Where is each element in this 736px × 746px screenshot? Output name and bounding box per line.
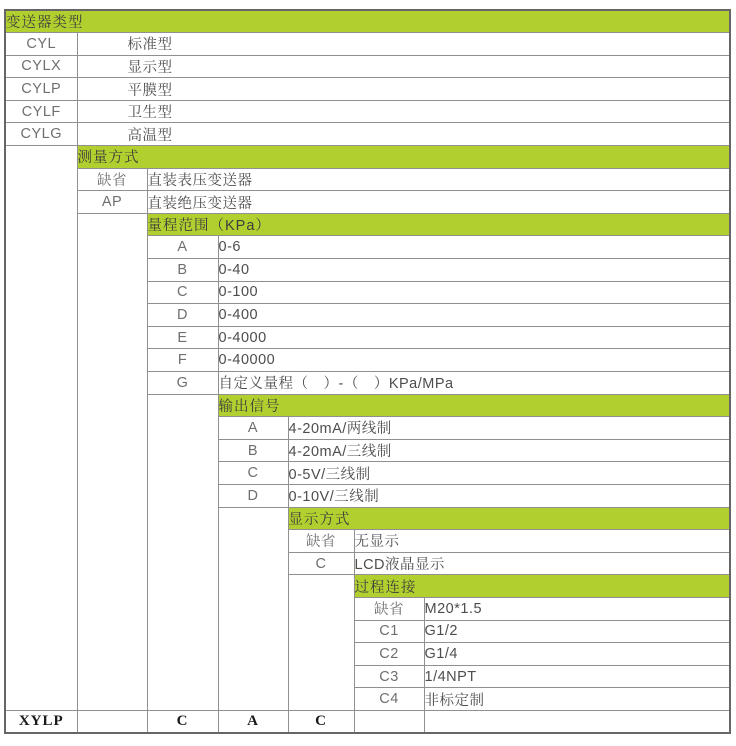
option-code: CYLX [5,55,77,78]
option-label: 直装绝压变送器 [147,191,730,214]
option-label: 自定义量程（ ）-（ ）KPa/MPa [218,372,730,395]
option-label: 显示型 [77,55,730,78]
option-code: C2 [354,643,424,666]
option-code: 缺省 [288,530,354,553]
option-code: C4 [354,688,424,711]
section-header-range: 量程范围（KPa） [147,213,730,236]
section-header-measurement: 测量方式 [77,146,730,169]
option-label: 标准型 [77,33,730,56]
spacer-cell [77,213,147,710]
option-label: 1/4NPT [424,665,730,688]
option-code: B [218,439,288,462]
model-selection-table [4,9,731,734]
option-code: 缺省 [77,168,147,191]
option-label: 0-40000 [218,349,730,372]
selection-row [5,710,730,733]
selection-process-code [354,710,424,733]
option-label: 0-40 [218,259,730,282]
option-label: 高温型 [77,123,730,146]
table-row [5,55,730,78]
option-label: 4-20mA/三线制 [288,439,730,462]
option-label: 0-400 [218,304,730,327]
option-code: CYLG [5,123,77,146]
selection-output-code: A [218,710,288,733]
option-code: D [147,304,218,327]
option-label: 0-10V/三线制 [288,484,730,507]
section-header-output: 输出信号 [218,394,730,417]
option-label: 直装表压变送器 [147,168,730,191]
selection-display-code: C [288,710,354,733]
option-code: C1 [354,620,424,643]
section-header-display: 显示方式 [288,507,730,530]
option-code: E [147,326,218,349]
selection-range-code: C [147,710,218,733]
selection-model-code: XYLP [5,710,77,733]
option-label: 0-6 [218,236,730,259]
ordering-spec-sheet [0,9,736,746]
section-header-process-connection: 过程连接 [354,575,730,598]
option-label: 0-5V/三线制 [288,462,730,485]
selection-measurement-code [77,710,147,733]
table-row [5,33,730,56]
option-code: D [218,484,288,507]
option-label: 0-4000 [218,326,730,349]
table-row [5,123,730,146]
selection-remainder-cell [424,710,730,733]
option-code: A [218,417,288,440]
option-label: G1/2 [424,620,730,643]
option-code: CYLP [5,78,77,101]
option-code: CYL [5,33,77,56]
spacer-cell [218,507,288,710]
option-label: M20*1.5 [424,597,730,620]
option-label: 非标定制 [424,688,730,711]
option-label: G1/4 [424,643,730,666]
section-header-transmitter-type: 变送器类型 [5,10,730,33]
option-label: 平膜型 [77,78,730,101]
table-row [5,100,730,123]
option-code: C [147,281,218,304]
option-label: 无显示 [354,530,730,553]
option-code: 缺省 [354,597,424,620]
option-code: A [147,236,218,259]
table-row [5,78,730,101]
option-code: C3 [354,665,424,688]
option-code: C [218,462,288,485]
option-label: LCD液晶显示 [354,552,730,575]
spacer-cell [288,575,354,711]
option-code: CYLF [5,100,77,123]
option-label: 卫生型 [77,100,730,123]
option-code: C [288,552,354,575]
option-code: AP [77,191,147,214]
spacer-cell [147,394,218,710]
option-code: F [147,349,218,372]
option-label: 4-20mA/两线制 [288,417,730,440]
spacer-cell [5,146,77,711]
option-code: G [147,372,218,395]
table-row [5,191,730,214]
option-label: 0-100 [218,281,730,304]
table-row [5,168,730,191]
option-code: B [147,259,218,282]
